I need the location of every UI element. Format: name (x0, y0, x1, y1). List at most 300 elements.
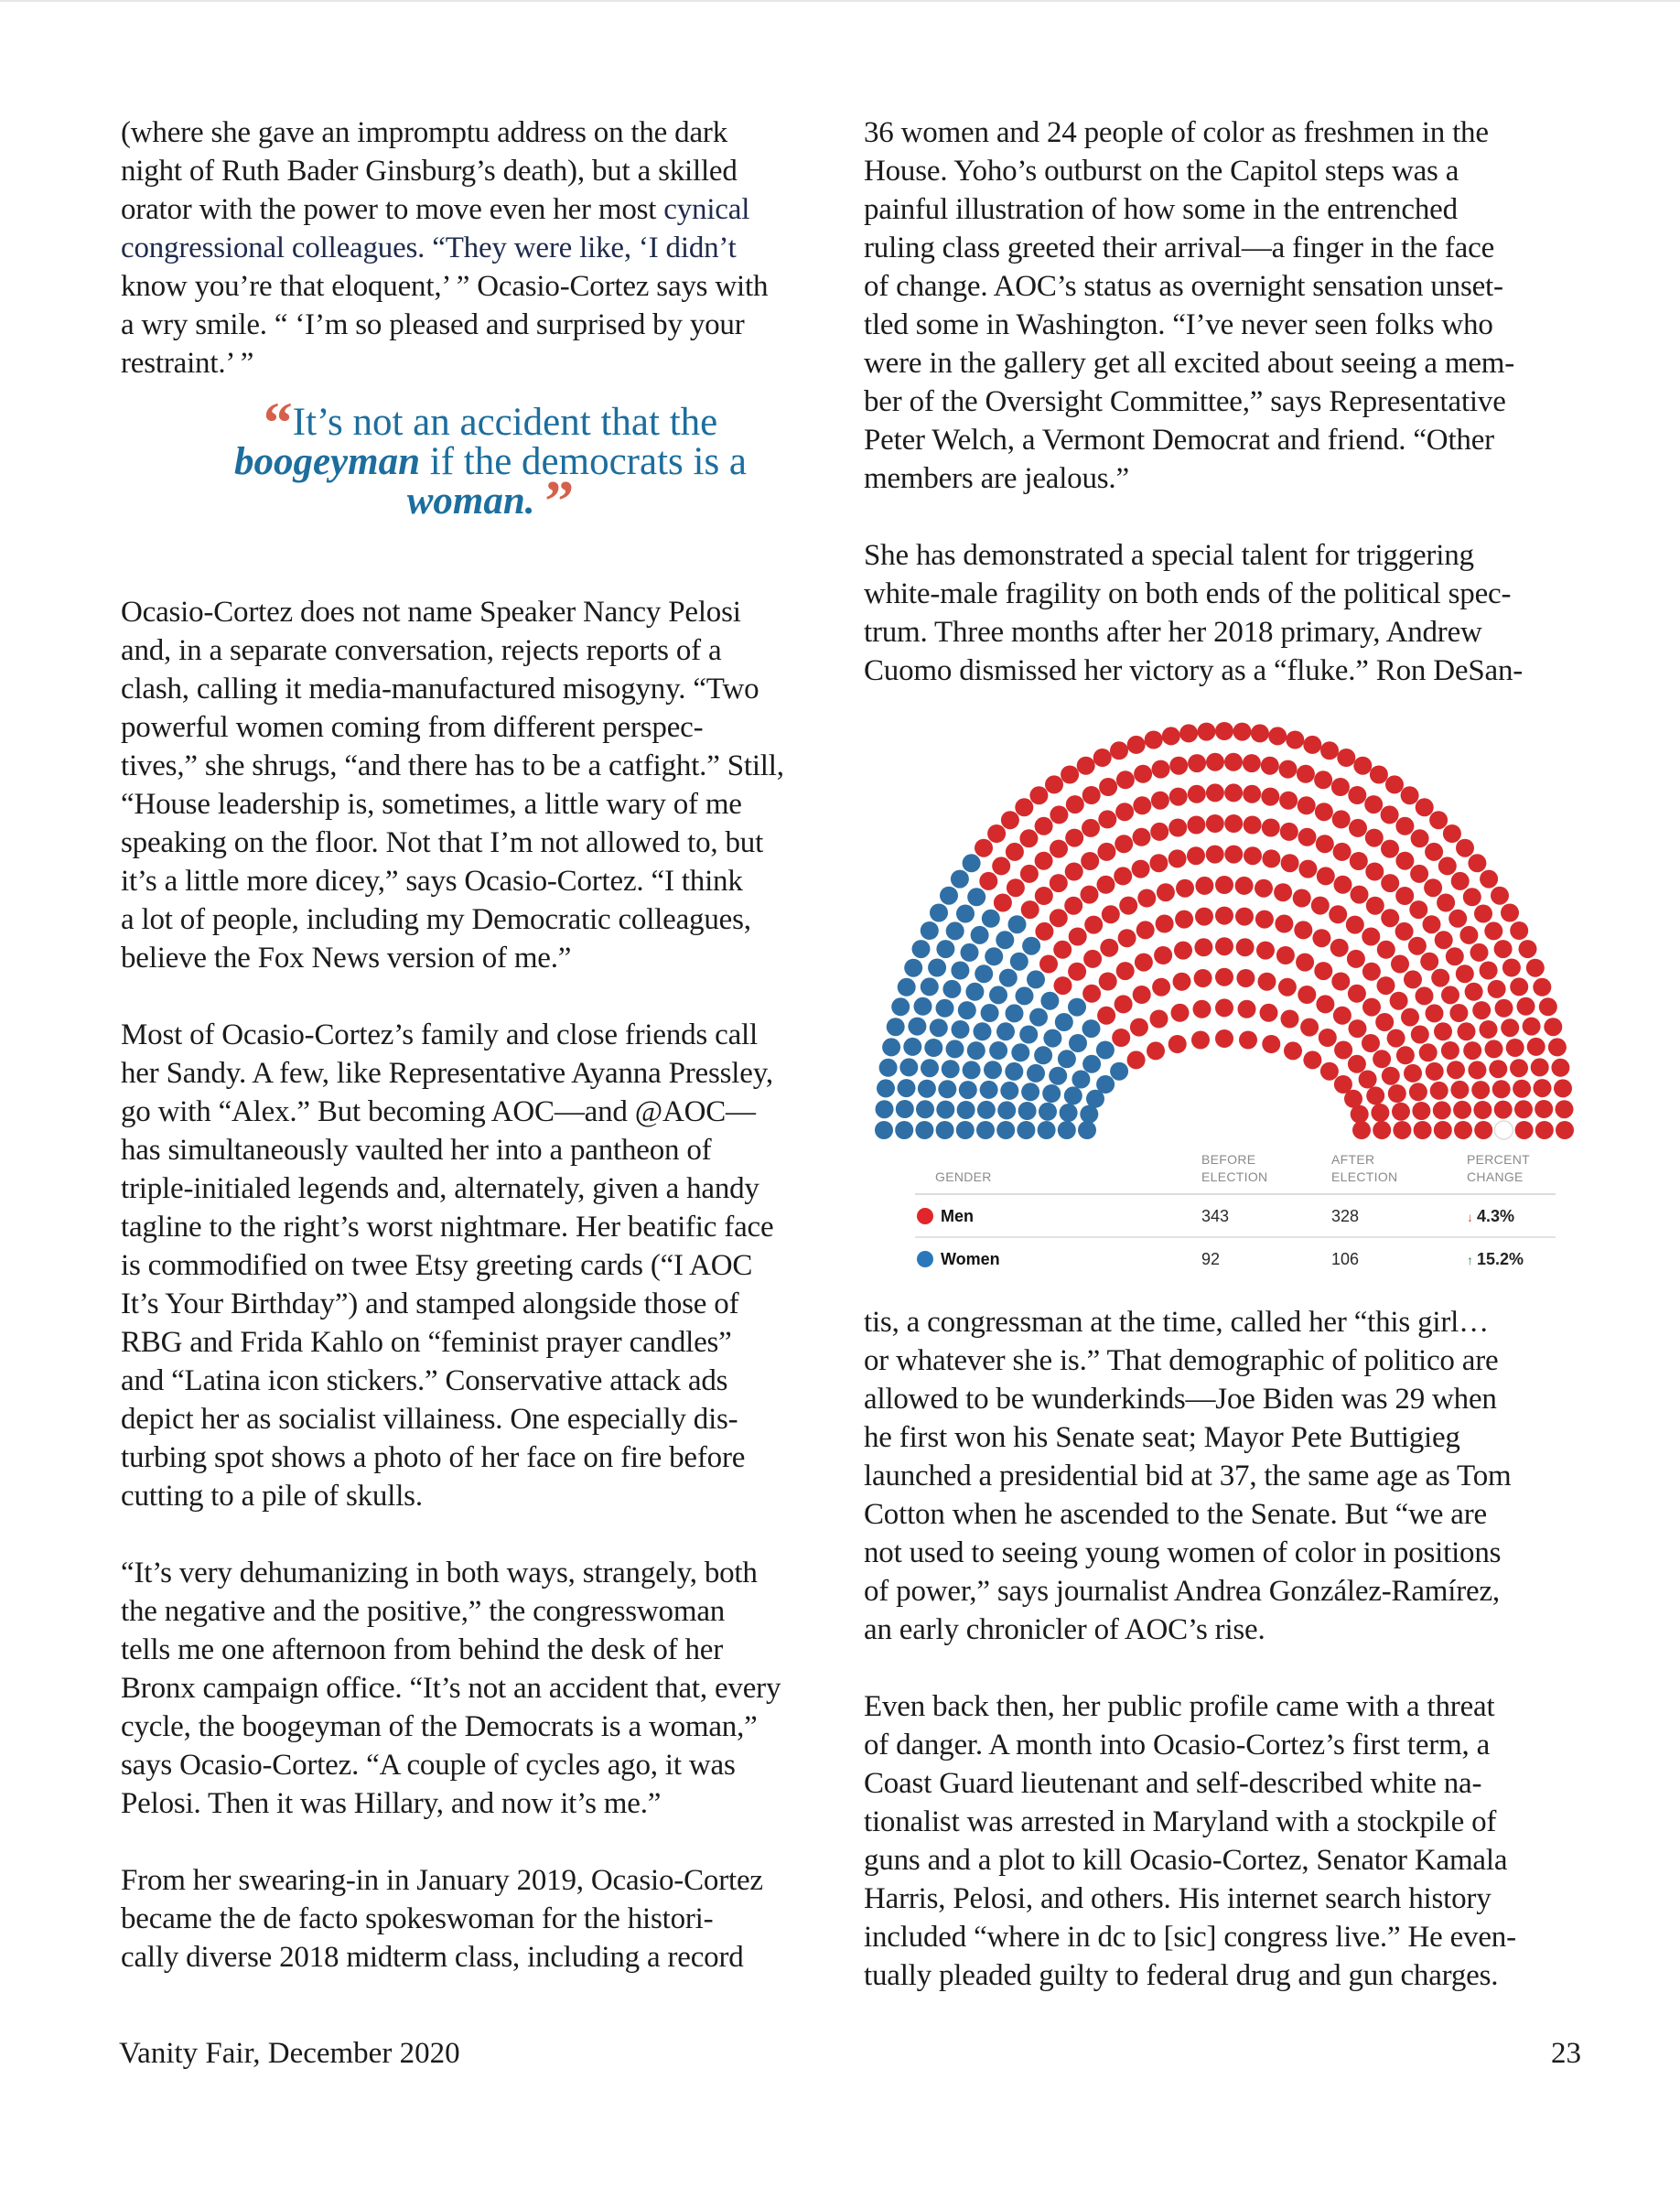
right-column-lower (864, 1303, 1587, 1995)
seat-dot (952, 1020, 970, 1039)
seat-dot (1135, 953, 1153, 972)
text-line: included “where in dc to [sic] congress live.” He even- (864, 1921, 1516, 1954)
seat-dot (1320, 741, 1339, 760)
seat-dot (957, 1101, 975, 1119)
seat-dot (1468, 1061, 1486, 1079)
seat-dot (1416, 798, 1434, 816)
text-line: cutting to a pile of skulls. (121, 1480, 423, 1513)
seat-dot (1401, 1008, 1419, 1027)
text-line: believe the Fox News version of me.” (121, 942, 572, 975)
seat-dot (1300, 1018, 1319, 1037)
table-row-men (915, 1195, 1556, 1238)
text-line: ruling class greeted their arrival—a finger in the face (864, 232, 1495, 264)
seat-dot (1082, 985, 1101, 1003)
seat-dot (1006, 843, 1024, 861)
seat-dot (1353, 757, 1372, 775)
header-gender: GENDER (935, 1169, 992, 1184)
text-line: powerful women coming from different perspec- (121, 711, 704, 744)
seat-dot (879, 1059, 898, 1077)
seat-dot (1456, 839, 1474, 857)
seat-dot (981, 1004, 999, 1022)
seat-dot (1494, 1121, 1513, 1139)
seat-dot (1548, 1038, 1567, 1056)
text-line: the negative and the positive,” the congresswoman (121, 1595, 726, 1628)
seat-dot (994, 894, 1012, 912)
top-border (0, 0, 1680, 2)
seat-dot (1329, 905, 1347, 923)
seat-dot (1244, 846, 1262, 865)
paragraph-r1 (864, 113, 1587, 498)
header-before-election: BEFORE ELECTION (1201, 1152, 1268, 1184)
seat-dot (1375, 1013, 1394, 1031)
seat-dot (974, 1022, 992, 1040)
seat-dot (1233, 723, 1252, 741)
text-line: RBG and Frida Kahlo on “feminist prayer candles” (121, 1326, 732, 1359)
text-line: depict her as socialist villainess. One especially dis- (121, 1403, 738, 1436)
seat-dot (1474, 905, 1492, 923)
seat-dot (1179, 724, 1198, 742)
seat-dot (1517, 997, 1535, 1016)
seat-dot (918, 1080, 936, 1098)
seat-dot (1463, 1041, 1481, 1060)
seat-dot (1371, 1104, 1389, 1122)
seat-dot (1066, 795, 1084, 813)
seat-dot (1284, 1041, 1302, 1060)
seat-dot (999, 969, 1018, 987)
text-line: or whatever she is.” That demographic of politico are (864, 1344, 1499, 1377)
seat-dot (1359, 1071, 1377, 1089)
seat-dot (1168, 849, 1187, 867)
seat-dot (1362, 928, 1380, 946)
pull-quote-emphasis-2: woman. (406, 479, 535, 523)
seat-dot (1035, 817, 1053, 835)
seat-dot (921, 921, 939, 940)
seat-dot (1438, 856, 1457, 875)
seat-dot (1409, 1083, 1427, 1101)
seat-dot (1366, 897, 1384, 915)
seat-dot (1174, 942, 1192, 960)
percent-change: ↑ 15.2% (1467, 1250, 1524, 1268)
seat-dot (1115, 995, 1133, 1013)
seat-dot (976, 1121, 995, 1139)
seat-dot (1334, 876, 1352, 894)
text-line: tives,” she shrugs, “and there has to be a catfight.” Still, (121, 749, 784, 782)
hemicycle-seat-dots (860, 705, 1592, 1153)
text-line: She has demonstrated a special talent for triggering (864, 539, 1474, 572)
seat-dot (1515, 1121, 1534, 1139)
seat-dot (1275, 915, 1293, 933)
seat-dot (1224, 814, 1243, 833)
seat-dot (1320, 1062, 1339, 1081)
seat-dot (1352, 1121, 1371, 1139)
seat-dot (1314, 962, 1332, 980)
seat-dot (1097, 1007, 1115, 1025)
seat-dot (1459, 926, 1478, 944)
seat-dot (1238, 1000, 1256, 1018)
seat-dot (1239, 1031, 1257, 1050)
seat-dot (882, 1038, 900, 1056)
seat-dot (1262, 1035, 1280, 1053)
seat-dot (1480, 962, 1498, 980)
seat-dot (1008, 915, 1027, 933)
seat-dot (1119, 897, 1137, 915)
seat-dot (1488, 980, 1506, 998)
seat-dot (1081, 852, 1099, 870)
seat-dot (975, 964, 993, 983)
text-line: (where she gave an impromptu address on the dark (121, 116, 728, 149)
seat-dot (1426, 1004, 1444, 1022)
seat-dot (1115, 835, 1133, 853)
seat-dot (930, 1018, 948, 1037)
seat-dot (985, 947, 1003, 965)
seat-dot (1404, 970, 1422, 988)
article-link-line[interactable]: congressional colleagues. “They were like, ‘I didn’t (121, 232, 737, 264)
paragraph-2 (121, 593, 844, 977)
seat-dot (1349, 1019, 1367, 1038)
open-quote-mark-icon: “ (263, 390, 293, 455)
seat-dot (1215, 876, 1233, 894)
seat-dot (1395, 852, 1414, 870)
seat-dot (1017, 1121, 1035, 1139)
text-line: Pelosi. Then it was Hillary, and now it’s me.” (121, 1787, 662, 1820)
seat-dot (977, 1101, 996, 1119)
seat-dot (1243, 785, 1261, 803)
seat-dot (1133, 796, 1151, 814)
text-line: a lot of people, including my Democratic colleagues, (121, 903, 751, 936)
seat-dot (1519, 940, 1537, 958)
seat-dot (961, 943, 979, 962)
seat-dot (1411, 829, 1429, 847)
seat-dot (1215, 1029, 1233, 1048)
seat-dot (1069, 1034, 1087, 1052)
seat-dot (1099, 778, 1117, 796)
seat-dot (1035, 852, 1053, 870)
seat-dot (1281, 854, 1299, 872)
paragraph-r3 (864, 1303, 1587, 1649)
seat-dot (1433, 1101, 1451, 1119)
seat-dot (959, 1081, 977, 1099)
seat-dot (1494, 940, 1513, 958)
text-line: trum. Three months after her 2018 primary, Andrew (864, 616, 1482, 649)
seat-dot (1130, 1018, 1148, 1037)
paragraph-4 (121, 1554, 844, 1823)
seat-dot (1334, 1041, 1352, 1060)
seat-dot (1235, 908, 1254, 926)
seat-dot (1474, 1121, 1492, 1139)
seat-dot (1029, 786, 1048, 804)
seat-dot (1348, 985, 1366, 1003)
seat-dot (1468, 854, 1486, 872)
seat-dot (1454, 1121, 1472, 1139)
seat-dot (1000, 1082, 1018, 1100)
seat-dot (1016, 986, 1034, 1005)
seat-dot (963, 854, 981, 872)
seat-dot (1065, 829, 1083, 847)
text-line: 36 women and 24 people of color as freshmen in the (864, 116, 1489, 149)
text-line: of change. AOC’s status as overnight sensation unset- (864, 270, 1503, 303)
seat-dot (1194, 969, 1212, 987)
seat-dot (1434, 1121, 1452, 1139)
seat-dot (1010, 953, 1028, 971)
seat-dot (1260, 1004, 1278, 1022)
row-label: Men (941, 1207, 974, 1225)
before-value: 92 (1201, 1250, 1221, 1268)
seat-dot (967, 1041, 985, 1060)
seat-dot (1005, 1062, 1023, 1081)
seat-dot (1348, 786, 1366, 804)
seat-dot (1303, 736, 1321, 754)
women-legend-dot-icon (917, 1251, 933, 1267)
seat-dot (1495, 999, 1513, 1018)
text-line: restraint.’ ” (121, 347, 254, 380)
seat-dot (996, 1121, 1015, 1139)
seat-dot (1458, 1022, 1476, 1040)
text-line: became the de facto spokeswoman for the histori- (121, 1902, 714, 1935)
seat-dot (1480, 1020, 1498, 1039)
article-link[interactable]: cynical (663, 193, 750, 226)
pull-quote-text-2: if the democrats is a (420, 440, 748, 483)
seat-dot (1303, 1050, 1321, 1069)
seat-dot (1332, 810, 1351, 828)
seat-dot (1064, 1086, 1082, 1104)
seat-dot (967, 888, 985, 906)
seat-dot (1083, 950, 1102, 968)
seat-dot (1362, 998, 1381, 1017)
text-line: From her swearing-in in January 2019, Ocasio-Cortez (121, 1864, 763, 1897)
left-column (121, 113, 844, 1977)
seat-dot (1236, 938, 1255, 956)
seat-dot (1381, 874, 1399, 892)
seat-dot (1055, 1013, 1073, 1031)
seat-dot (1298, 860, 1317, 878)
seat-dot (1280, 823, 1298, 841)
seat-dot (1337, 749, 1355, 767)
seat-dot (956, 1121, 975, 1139)
text-line: cycle, the boogeyman of the Democrats is a woman,” (121, 1710, 758, 1743)
seat-dot (1514, 1100, 1533, 1118)
table-header (915, 1144, 1556, 1195)
seat-dot (1136, 921, 1155, 939)
seat-dot (1020, 865, 1039, 883)
text-line: clash, calling it media-manufactured misogyny. “Two (121, 673, 759, 706)
seat-dot (1381, 909, 1399, 927)
seat-dot (1449, 1004, 1468, 1022)
seat-dot (1251, 724, 1269, 742)
seat-dot (992, 856, 1010, 875)
seat-dot (921, 977, 939, 996)
seat-dot (1523, 1018, 1541, 1036)
seat-dot (1410, 865, 1428, 883)
paragraph-r2 (864, 536, 1587, 690)
seat-dot (1198, 723, 1216, 741)
seat-dot (1349, 819, 1367, 837)
seat-dot (1317, 867, 1335, 885)
seat-dot (1171, 1004, 1190, 1022)
seat-dot (1471, 1081, 1490, 1099)
paragraph-5 (121, 1861, 844, 1977)
seat-dot (1168, 1035, 1187, 1053)
seat-dot (1279, 760, 1298, 779)
seat-dot (1556, 1100, 1574, 1118)
seat-dot (1364, 795, 1383, 813)
seat-dot (965, 983, 984, 1001)
seat-dot (1096, 1075, 1115, 1094)
seat-dot (1188, 754, 1206, 772)
text-line: Bronx campaign office. “It’s not an accident that, every (121, 1672, 781, 1705)
seat-dot (1426, 1062, 1444, 1081)
text-line: Even back then, her public profile came with a threat (864, 1690, 1495, 1723)
text-line: Most of Ocasio-Cortez’s family and close friends call (121, 1018, 758, 1051)
seat-dot (930, 904, 948, 922)
text-line: says Ocasio-Cortez. “A couple of cycles ago, it was (121, 1749, 736, 1782)
seat-dot (1472, 1001, 1491, 1019)
seat-dot (915, 1121, 933, 1139)
seat-dot (1381, 805, 1399, 824)
seat-dot (1451, 872, 1470, 890)
seat-dot (1377, 976, 1395, 995)
seat-dot (1045, 775, 1063, 793)
text-line: tually pleaded guilty to federal drug and gun charges. (864, 1959, 1499, 1992)
seat-dot (891, 997, 910, 1016)
seat-dot (1127, 736, 1146, 754)
seat-dot (1297, 765, 1315, 783)
seat-dot (1068, 998, 1086, 1017)
seat-dot (1150, 823, 1168, 841)
seat-dot (1489, 1060, 1507, 1078)
seat-dot (1556, 1121, 1574, 1139)
seat-dot (1431, 969, 1449, 987)
seat-dot (1187, 846, 1205, 865)
seat-dot (876, 1100, 894, 1118)
seat-dot (1154, 946, 1172, 964)
seat-dot (1093, 749, 1112, 767)
text-segment: orator with the power to move even her most (121, 193, 664, 226)
seat-dot (1411, 1026, 1429, 1044)
seat-dot (1069, 928, 1087, 946)
seat-dot (1351, 886, 1369, 904)
seat-dot (951, 962, 969, 980)
seat-dot (1098, 810, 1116, 828)
seat-dot (896, 1100, 914, 1118)
text-line: Peter Welch, a Vermont Democrat and friend. “Other (864, 424, 1494, 457)
text-line: tells me one afternoon from behind the desk of her (121, 1633, 724, 1666)
seat-dot (989, 1041, 1007, 1060)
seat-dot (1456, 964, 1474, 983)
seat-dot (1534, 1079, 1552, 1097)
seat-dot (1110, 741, 1128, 760)
seat-dot (1419, 1043, 1438, 1061)
seat-dot (1446, 947, 1464, 965)
seat-dot (1262, 849, 1280, 867)
paragraph-r4 (864, 1687, 1587, 1995)
seat-dot (1430, 1082, 1448, 1100)
seat-dot (1149, 854, 1168, 872)
seat-dot (1053, 941, 1072, 959)
text-line: were in the gallery get all excited about seeing a mem- (864, 347, 1515, 380)
seat-dot (875, 1121, 893, 1139)
seat-dot (1039, 1103, 1057, 1121)
seat-dot (1526, 959, 1545, 977)
seat-dot (946, 1040, 964, 1058)
seat-dot (1491, 887, 1509, 905)
seat-dot (1175, 910, 1193, 929)
seat-dot (1019, 829, 1038, 847)
seat-dot (1115, 803, 1134, 821)
seat-dot (1437, 894, 1455, 912)
seat-dot (979, 872, 997, 890)
seat-dot (1060, 1104, 1078, 1122)
seat-dot (1018, 1102, 1037, 1120)
seat-dot (1035, 887, 1053, 905)
seat-dot (1145, 731, 1163, 749)
seat-dot (958, 1001, 976, 1019)
seat-dot (1435, 931, 1453, 949)
seat-dot (1215, 968, 1233, 986)
seat-dot (1544, 1018, 1562, 1036)
seat-dot (1099, 973, 1117, 991)
row-label: Women (941, 1250, 1000, 1268)
seat-dot (982, 910, 1000, 928)
seat-dot (1423, 915, 1441, 933)
seat-dot (1492, 1080, 1511, 1098)
seat-dot (1097, 843, 1115, 861)
seat-dot (1078, 1121, 1096, 1139)
men-legend-dot-icon (917, 1208, 933, 1224)
text-line: white-male fragility on both ends of the political spec- (864, 577, 1512, 610)
text-line: and, in a separate conversation, rejects reports of a (121, 634, 722, 667)
seat-dot (1082, 1055, 1101, 1073)
seat-dot (1195, 908, 1213, 926)
seat-dot (1255, 879, 1273, 898)
seat-dot (984, 1061, 1002, 1079)
seat-dot (1347, 950, 1365, 968)
text-line: Harris, Pelosi, and others. His internet search history (864, 1882, 1492, 1915)
seat-dot (1147, 1041, 1165, 1060)
seat-dot (956, 905, 975, 923)
seat-dot (1206, 783, 1224, 802)
seat-dot (1535, 1121, 1554, 1139)
after-value: 106 (1331, 1250, 1360, 1268)
seat-dot (1215, 722, 1233, 740)
seat-dot (1256, 942, 1275, 960)
text-line: painful illustration of how some in the entrenched (864, 193, 1458, 226)
seat-dot (1040, 992, 1059, 1010)
pull-quote-emphasis-1: boogeyman (233, 440, 420, 483)
seat-dot (1194, 938, 1212, 956)
seat-dot (1042, 1084, 1061, 1103)
seat-dot (1409, 900, 1427, 919)
seat-dot (951, 870, 969, 889)
gender-seat-table (915, 1144, 1556, 1279)
seat-dot (1279, 792, 1298, 810)
seat-dot (1294, 921, 1312, 939)
seat-dot (1506, 1039, 1524, 1057)
seat-dot (1050, 805, 1068, 824)
seat-dot (1391, 955, 1409, 974)
paragraph-1 (121, 113, 844, 382)
text-line: tagline to the right’s worst nightmare. Her beatific face (121, 1211, 774, 1244)
seat-dot (1312, 929, 1330, 947)
seat-dot (1077, 757, 1095, 775)
seat-dot (1050, 840, 1068, 858)
seat-dot (1365, 863, 1384, 881)
text-line: “It’s very dehumanizing in both ways, strangely, both (121, 1557, 758, 1589)
seat-dot (987, 824, 1006, 843)
seat-dot (1373, 1050, 1391, 1068)
seat-dot (1235, 877, 1254, 895)
seat-dot (1206, 753, 1224, 771)
seat-dot (924, 1039, 942, 1057)
